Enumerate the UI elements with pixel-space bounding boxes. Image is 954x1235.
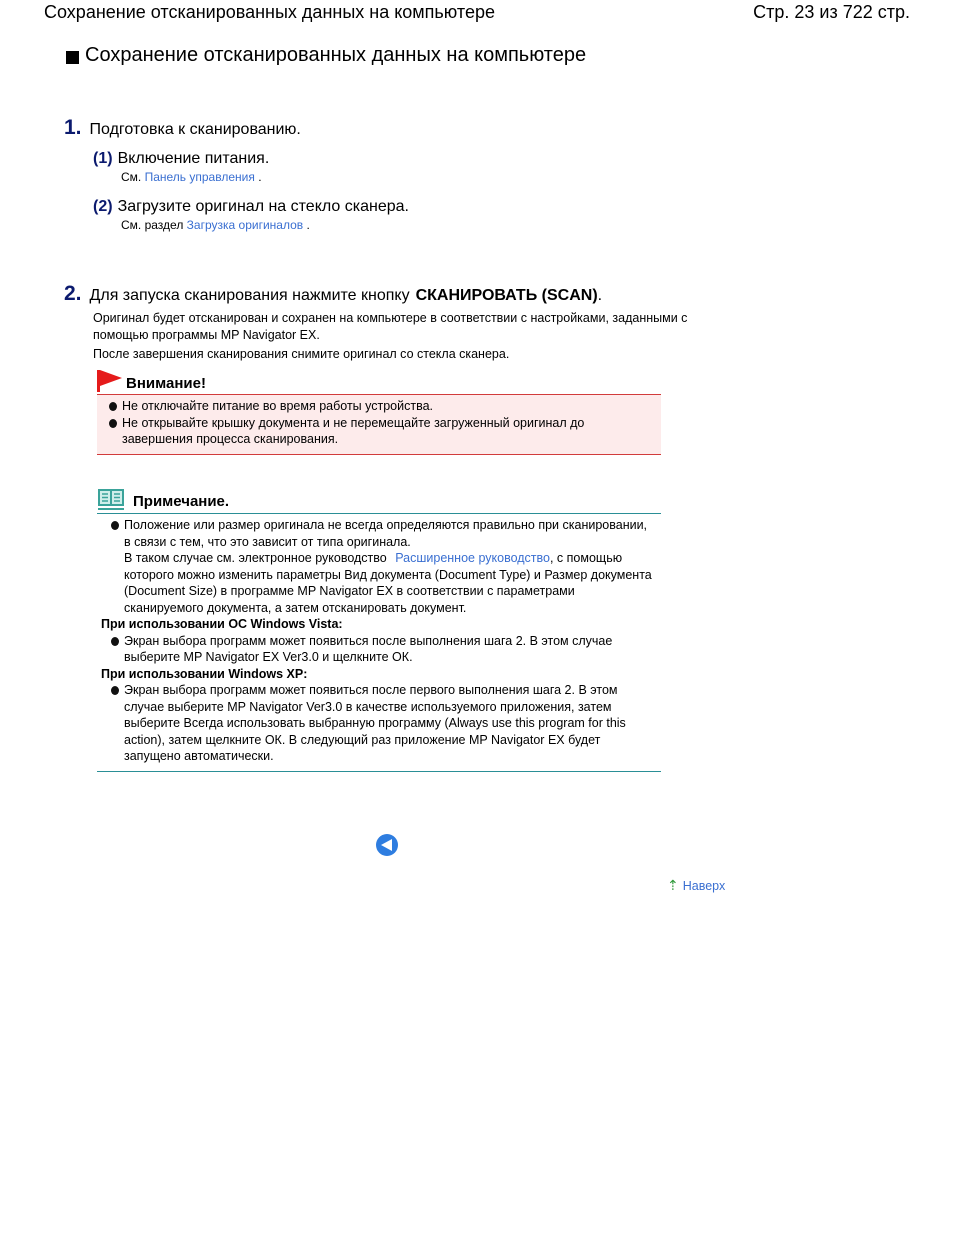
note-box [97, 488, 661, 772]
document-header-title: Сохранение отсканированных данных на компьютере [44, 2, 495, 22]
step-number: 1. [64, 116, 82, 139]
back-to-top-text[interactable]: Наверх [682, 878, 726, 893]
period: . [258, 170, 262, 184]
note-item [109, 633, 655, 666]
note-item-text: Положение или размер оригинала не всегда определяются правильно при сканировании, в связи с тем, что это зависит от типа оригинала. [124, 518, 648, 549]
see-reference [121, 218, 409, 232]
step-1 [64, 116, 301, 140]
control-panel-link[interactable]: Панель управления [144, 170, 255, 184]
caution-item-text: Не отключайте питание во время работы устройства. [122, 399, 434, 413]
substep-text: Включение питания. [117, 150, 270, 167]
back-arrow-icon[interactable] [376, 834, 398, 856]
page-title-text: Сохранение отсканированных данных на компьютере [85, 44, 587, 66]
note-item-text: В таком случае см. электронное руководство [124, 551, 387, 565]
note-item [109, 682, 655, 765]
note-item-text: Экран выбора программ может появиться после первого выполнения шага 2. В этом случае выберите MP Navigator Ver3.0 в качестве используемого приложения, затем выберите Всегда использовать выбранную программу (Always use this program for this action), затем щелкните ОК. В следующий раз приложение MP Navigator EX будет запущено автоматически. [124, 683, 626, 763]
caution-box [97, 370, 661, 455]
bullet-icon [109, 419, 117, 428]
step-2 [64, 282, 602, 306]
see-prefix: См. раздел [121, 218, 184, 232]
note-item-text: Экран выбора программ может появиться после выполнения шага 2. В этом случае выберите MP Navigator EX Ver3.0 и щелкните ОК. [124, 633, 613, 664]
step-2-after-scan: После завершения сканирования снимите оригинал со стекла сканера. [93, 347, 510, 361]
caution-item [107, 398, 655, 415]
bullet-icon [111, 521, 119, 530]
scan-button-name: СКАНИРОВАТЬ (SCAN) [415, 287, 598, 304]
note-item [109, 517, 655, 616]
square-bullet-icon [66, 51, 79, 64]
red-flag-icon [97, 370, 123, 392]
page-counter: Стр. 23 из 722 стр. [753, 2, 910, 22]
back-to-top-link[interactable] [667, 877, 725, 894]
substep-text: Загрузите оригинал на стекло сканера. [117, 198, 409, 215]
bullet-icon [111, 686, 119, 695]
note-title: Примечание. [133, 493, 230, 510]
step-2-description: Оригинал будет отсканирован и сохранен на компьютере в соответствии с настройками, заданными с помощью программы MP Navigator EX. [93, 311, 688, 342]
book-icon [97, 488, 125, 510]
step-text: Для запуска сканирования нажмите кнопку [89, 287, 410, 304]
step-text: Подготовка к сканированию. [89, 121, 301, 138]
caution-item [107, 415, 655, 448]
period: . [597, 287, 603, 304]
caution-item-text: Не открывайте крышку документа и не перемещайте загруженный оригинал до завершения процесса сканирования. [122, 415, 585, 446]
bullet-icon [111, 637, 119, 646]
note-item-text: , с помощью которого можно изменить параметры Вид документа (Document Type) и Размер документа (Document Size) в программе MP Navigator EX в соответствии с параметрами сканируемого документа, а затем отсканировать документ. [124, 551, 652, 615]
see-prefix: См. [121, 170, 142, 184]
see-reference [121, 170, 269, 184]
bullet-icon [109, 402, 117, 411]
substep-2 [93, 198, 409, 232]
step-number: 2. [64, 282, 82, 305]
substep-1 [93, 150, 269, 184]
caution-title: Внимание! [126, 375, 206, 392]
page-title [66, 44, 586, 67]
period: . [306, 218, 310, 232]
vista-header: При использовании ОС Windows Vista: [101, 617, 343, 631]
loading-originals-link[interactable]: Загрузка оригиналов [186, 218, 304, 232]
xp-header: При использовании Windows XP: [101, 666, 308, 681]
up-arrow-icon: ⇡ [667, 877, 679, 893]
substep-number: (2) [93, 198, 113, 215]
substep-number: (1) [93, 150, 113, 167]
advanced-guide-link[interactable]: Расширенное руководство [395, 551, 550, 565]
